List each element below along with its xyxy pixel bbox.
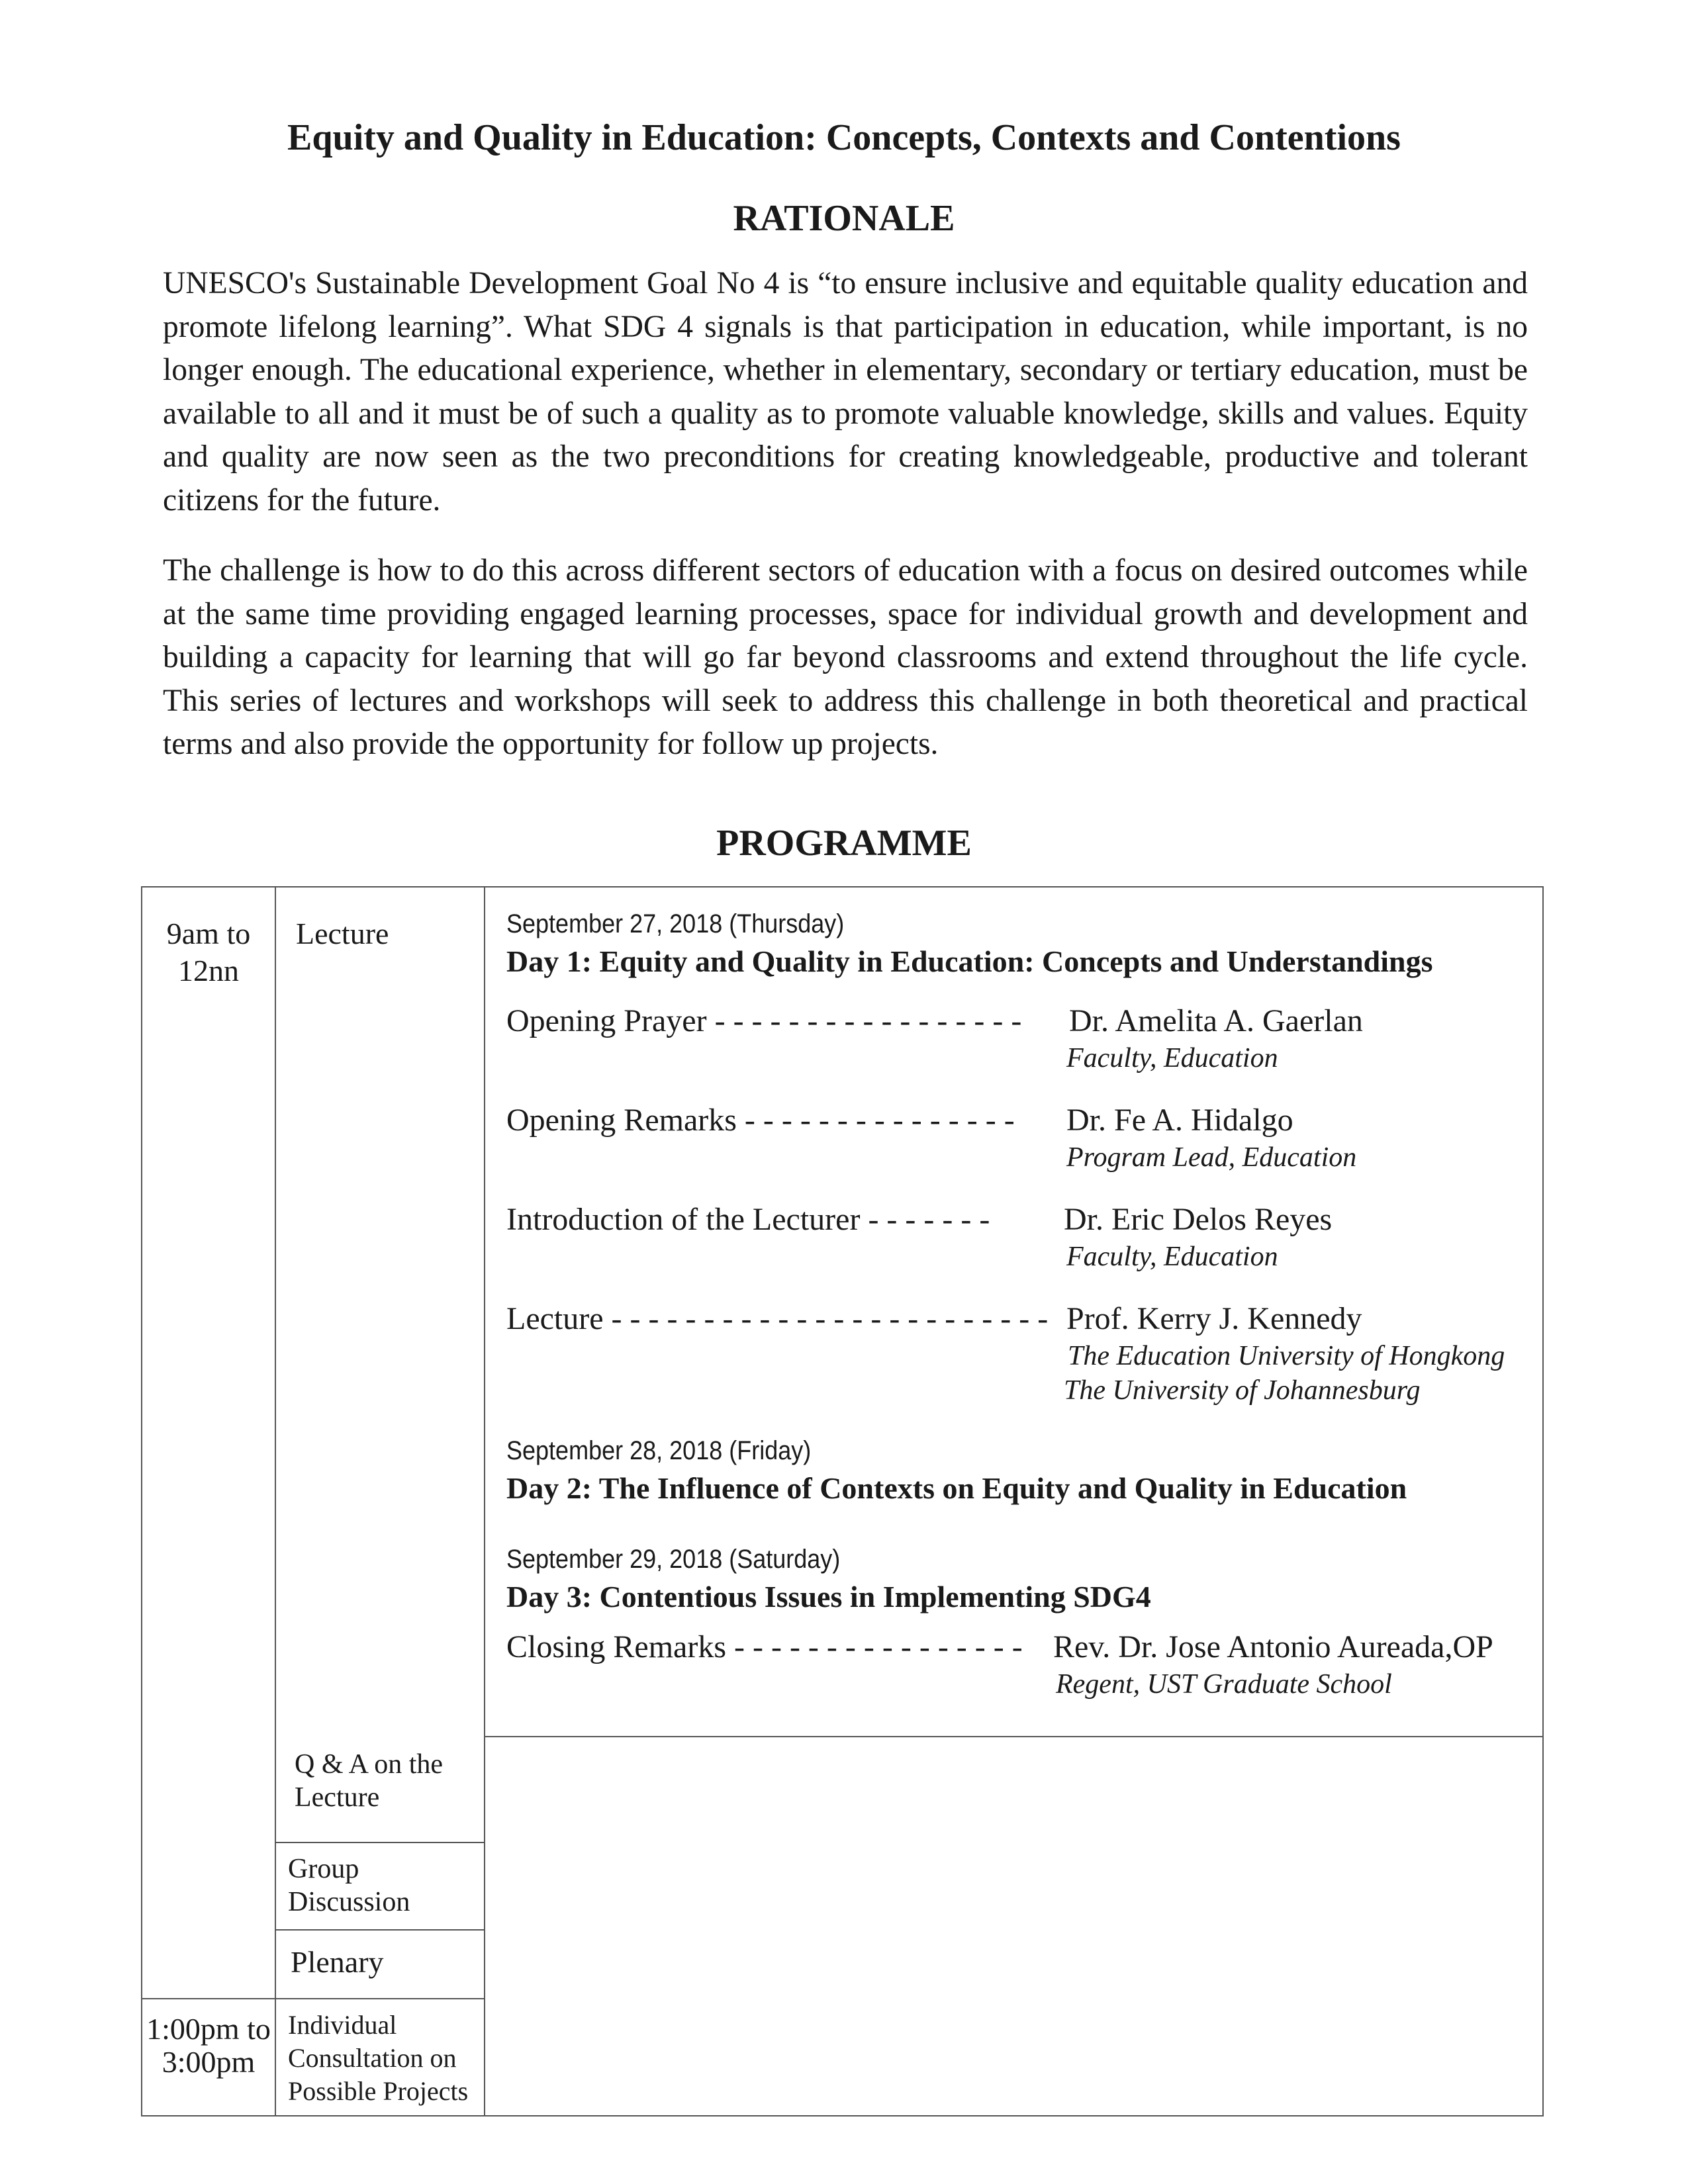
activity-qa: Q & A on the Lecture — [295, 1749, 444, 1813]
person-closing-remarks: Rev. Dr. Jose Antonio Aureada,OP — [1053, 1629, 1493, 1664]
rationale-heading: RATIONALE — [733, 198, 955, 239]
item-closing-remarks: Closing Remarks - - - - - - - - - - - - - - - - — [506, 1629, 1023, 1664]
day-2-title: Day 2: The Influence of Contexts on Equity and Quality in Education — [506, 1471, 1407, 1505]
document-title: Equity and Quality in Education: Concepts, Contexts and Contentions — [287, 117, 1401, 158]
row-divider-afternoon — [142, 1998, 484, 1999]
column-divider-time — [275, 887, 276, 2115]
activity-consultation: Individual Consultation on Possible Projects — [288, 2010, 469, 2106]
day-2-date: September 28, 2018 (Friday) — [506, 1436, 812, 1465]
time-afternoon: 1:00pm to 3:00pm — [146, 2012, 271, 2079]
role-opening-prayer: Faculty, Education — [1066, 1043, 1278, 1073]
activity-plenary: Plenary — [291, 1945, 384, 1979]
person-lecture: Prof. Kerry J. Kennedy — [1066, 1301, 1362, 1336]
row-divider-group — [275, 1929, 484, 1931]
column-divider-activity — [484, 887, 485, 2115]
day-3-date: September 29, 2018 (Saturday) — [506, 1545, 841, 1574]
person-opening-prayer: Dr. Amelita A. Gaerlan — [1069, 1003, 1363, 1038]
role-introduction: Faculty, Education — [1066, 1242, 1278, 1272]
row-divider-qa — [275, 1842, 484, 1843]
person-opening-remarks: Dr. Fe A. Hidalgo — [1066, 1103, 1293, 1138]
activity-lecture: Lecture — [296, 917, 389, 950]
row-divider-details — [484, 1736, 1542, 1737]
rationale-paragraph-1: UNESCO's Sustainable Development Goal No 4 is “to ensure inclusive and equitable quality education and promote lifelong learning”. What SDG 4 signals is that participation in education, while important, is no longer enough. The educational experience, whether in elementary, secondary or tertiary education, must be available to all and it must be of such a quality as to promote valuable knowledge, skills and values. Equity and quality are now seen as the two preconditions for creating knowledgeable, productive and tolerant citizens for the future. — [163, 266, 1528, 518]
person-introduction: Dr. Eric Delos Reyes — [1064, 1202, 1333, 1237]
day-3-title: Day 3: Contentious Issues in Implementing SDG4 — [506, 1580, 1151, 1614]
day-1-date: September 27, 2018 (Thursday) — [506, 909, 845, 938]
role-closing-remarks: Regent, UST Graduate School — [1056, 1669, 1392, 1700]
role-lecture-2: The University of Johannesburg — [1064, 1375, 1421, 1406]
item-lecture: Lecture - - - - - - - - - - - - - - - - - - - - - - - - — [506, 1301, 1049, 1336]
item-opening-prayer: Opening Prayer - - - - - - - - - - - - - - - - - — [506, 1003, 1022, 1038]
role-lecture-1: The Education University of Hongkong — [1068, 1341, 1505, 1371]
time-morning: 9am to 12nn — [166, 917, 251, 987]
role-opening-remarks: Program Lead, Education — [1066, 1142, 1357, 1173]
programme-table — [141, 886, 1544, 2116]
activity-group-discussion: Group Discussion — [288, 1854, 410, 1917]
rationale-paragraph-2: The challenge is how to do this across different sectors of education with a focus on desired outcomes while at the same time providing engaged learning processes, space for individual growth and development and building a capacity for learning that will go far beyond classrooms and extend throughout the life cycle. This series of lectures and workshops will seek to address this challenge in both theoretical and practical terms and also provide the opportunity for follow up projects. — [163, 553, 1528, 761]
day-1-title: Day 1: Equity and Quality in Education: Concepts and Understandings — [506, 944, 1433, 978]
item-opening-remarks: Opening Remarks - - - - - - - - - - - - - - - — [506, 1103, 1015, 1138]
item-introduction: Introduction of the Lecturer - - - - - - - — [506, 1202, 990, 1237]
programme-heading: PROGRAMME — [716, 823, 972, 864]
